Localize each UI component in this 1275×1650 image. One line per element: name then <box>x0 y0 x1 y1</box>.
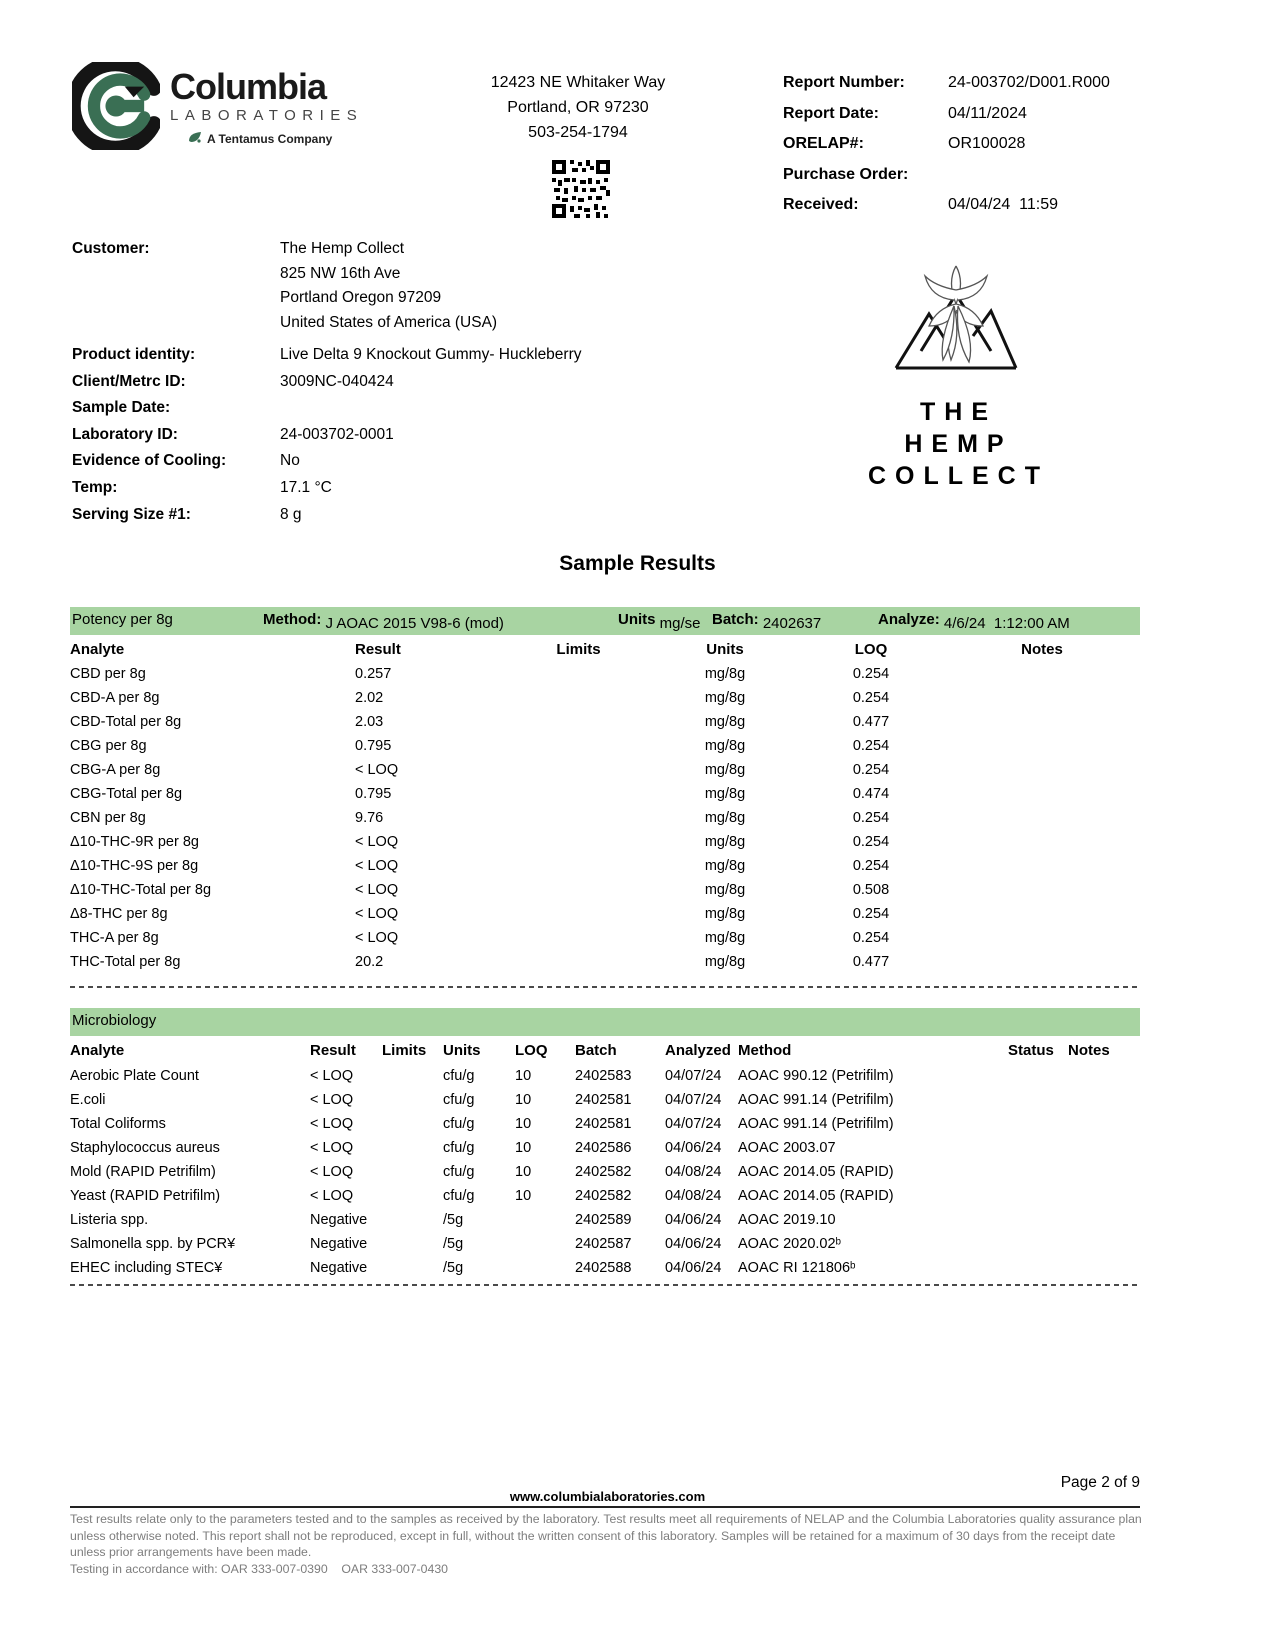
potency-notes <box>944 902 1140 926</box>
potency-notes <box>944 854 1140 878</box>
micro-loq <box>515 1208 575 1232</box>
potency-section-header <box>70 607 1140 635</box>
micro-limits <box>382 1232 443 1256</box>
potency-notes <box>944 806 1140 830</box>
customer-block <box>72 237 712 528</box>
potency-header-row <box>70 636 1140 662</box>
micro-result: < LOQ <box>310 1188 354 1204</box>
potency-method-value: J AOAC 2015 V98-6 (mod) <box>325 615 504 632</box>
microbiology-row <box>70 1256 1140 1280</box>
potency-limits <box>505 878 652 902</box>
potency-method-label: Method: <box>263 611 322 628</box>
micro-loq: 10 <box>515 1164 532 1180</box>
sample-info-row <box>72 422 712 449</box>
micro-batch: 2402582 <box>575 1164 632 1180</box>
potency-batch-value: 2402637 <box>762 615 822 632</box>
potency-row <box>70 806 1140 830</box>
micro-col-result: Result <box>310 1042 356 1059</box>
potency-row <box>70 902 1140 926</box>
micro-analyte: Listeria spp. <box>70 1212 149 1228</box>
micro-batch: 2402589 <box>575 1212 632 1228</box>
customer-address3: United States of America (USA) <box>280 313 498 331</box>
micro-status <box>1008 1088 1068 1112</box>
potency-col-analyte: Analyte <box>70 640 125 658</box>
potency-loq: 0.254 <box>852 738 890 754</box>
report-info <box>783 68 1143 221</box>
sample-info-label: Product identity: <box>72 346 196 363</box>
potency-analyze-value: 4/6/24 1:12:00 AM <box>943 615 1070 632</box>
micro-notes <box>1068 1064 1140 1088</box>
potency-loq: 0.254 <box>852 762 890 778</box>
potency-units: mg/8g <box>704 882 746 898</box>
potency-units: mg/8g <box>704 762 746 778</box>
report-info-label: Report Number: <box>783 74 905 91</box>
micro-notes <box>1068 1160 1140 1184</box>
micro-result: < LOQ <box>310 1068 354 1084</box>
potency-col-result: Result <box>355 640 401 658</box>
client-logo-line1: THE HEMP <box>904 398 1013 458</box>
customer-name: The Hemp Collect <box>280 240 405 257</box>
lab-subtitle: LABORATORIES <box>170 107 364 124</box>
micro-analyzed: 04/07/24 <box>665 1116 722 1132</box>
report-info-row <box>783 129 1143 160</box>
lab-tagline: A Tentamus Company <box>207 132 333 146</box>
potency-loq: 0.474 <box>852 786 890 802</box>
potency-limits <box>505 662 652 686</box>
potency-result: < LOQ <box>355 882 399 898</box>
microbiology-row <box>70 1208 1140 1232</box>
potency-notes <box>944 830 1140 854</box>
lab-logo <box>72 62 372 155</box>
micro-method: AOAC RI 121806ᵇ <box>738 1260 856 1276</box>
micro-batch: 2402581 <box>575 1116 632 1132</box>
potency-limits <box>505 830 652 854</box>
footer-testing-accordance: Testing in accordance with: OAR 333-007-0390 OAR 333-007-0430 <box>70 1562 449 1576</box>
potency-analyte: CBD per 8g <box>70 666 146 682</box>
potency-loq: 0.254 <box>852 810 890 826</box>
potency-analyte: THC-A per 8g <box>70 930 159 946</box>
potency-col-loq: LOQ <box>854 640 888 658</box>
potency-row <box>70 878 1140 902</box>
potency-analyte: CBD-Total per 8g <box>70 714 182 730</box>
microbiology-row <box>70 1232 1140 1256</box>
microbiology-row <box>70 1064 1140 1088</box>
sample-info-value: 24-003702-0001 <box>280 425 394 443</box>
potency-row <box>70 854 1140 878</box>
micro-limits <box>382 1136 443 1160</box>
micro-notes <box>1068 1184 1140 1208</box>
potency-units: mg/8g <box>704 858 746 874</box>
sample-info-value: 8 g <box>280 505 302 523</box>
potency-batch-label: Batch: <box>712 611 759 628</box>
potency-analyte: Δ10-THC-Total per 8g <box>70 882 212 898</box>
micro-units: cfu/g <box>443 1068 475 1084</box>
potency-result: < LOQ <box>355 906 399 922</box>
micro-status <box>1008 1112 1068 1136</box>
micro-status <box>1008 1256 1068 1280</box>
sample-info-label: Client/Metrc ID: <box>72 372 186 390</box>
potency-result: < LOQ <box>355 930 399 946</box>
micro-method: AOAC 2014.05 (RAPID) <box>738 1164 894 1180</box>
potency-result: 20.2 <box>355 954 384 970</box>
micro-status <box>1008 1208 1068 1232</box>
sample-info-row <box>72 475 712 502</box>
potency-limits <box>505 710 652 734</box>
micro-analyte: Yeast (RAPID Petrifilm) <box>70 1188 221 1204</box>
microbiology-row <box>70 1184 1140 1208</box>
potency-analyte: CBG-A per 8g <box>70 762 161 778</box>
micro-col-batch: Batch <box>575 1042 617 1059</box>
potency-row <box>70 758 1140 782</box>
potency-notes <box>944 662 1140 686</box>
potency-row <box>70 782 1140 806</box>
potency-units: mg/8g <box>704 834 746 850</box>
potency-units: mg/8g <box>704 714 746 730</box>
potency-result: < LOQ <box>355 762 399 778</box>
potency-analyte: Δ10-THC-9R per 8g <box>70 834 199 850</box>
potency-limits <box>505 854 652 878</box>
microbiology-title: Microbiology <box>72 1012 157 1029</box>
sample-info-label: Serving Size #1: <box>72 505 191 523</box>
micro-result: Negative <box>310 1212 368 1228</box>
sample-info-row <box>72 502 712 529</box>
micro-analyte: Staphylococcus aureus <box>70 1140 220 1156</box>
sample-info-value <box>280 395 712 422</box>
potency-analyze-label: Analyze: <box>878 611 940 628</box>
micro-loq: 10 <box>515 1140 532 1156</box>
potency-limits <box>505 734 652 758</box>
micro-result: < LOQ <box>310 1092 354 1108</box>
micro-loq: 10 <box>515 1068 532 1084</box>
potency-notes <box>944 734 1140 758</box>
sample-info-row <box>72 342 712 369</box>
micro-analyte: Aerobic Plate Count <box>70 1068 199 1084</box>
sample-info-label: Temp: <box>72 478 118 496</box>
potency-loq: 0.254 <box>852 858 890 874</box>
potency-loq: 0.508 <box>852 882 890 898</box>
micro-analyzed: 04/07/24 <box>665 1068 722 1084</box>
potency-row <box>70 926 1140 950</box>
potency-col-notes: Notes <box>1021 640 1063 658</box>
micro-batch: 2402587 <box>575 1236 632 1252</box>
potency-analyte: THC-Total per 8g <box>70 954 181 970</box>
micro-analyzed: 04/06/24 <box>665 1140 722 1156</box>
micro-status <box>1008 1160 1068 1184</box>
micro-notes <box>1068 1208 1140 1232</box>
footer-rule <box>70 1506 1140 1508</box>
micro-batch: 2402583 <box>575 1068 632 1084</box>
micro-col-analyzed: Analyzed <box>665 1042 731 1059</box>
micro-method: AOAC 2014.05 (RAPID) <box>738 1188 894 1204</box>
page-number: Page 2 of 9 <box>1060 1474 1140 1491</box>
potency-row <box>70 830 1140 854</box>
report-info-label: Report Date: <box>783 104 880 122</box>
sample-info <box>72 342 712 528</box>
micro-method: AOAC 991.14 (Petrifilm) <box>738 1092 894 1108</box>
micro-limits <box>382 1088 443 1112</box>
micro-analyte: EHEC including STEC¥ <box>70 1260 223 1276</box>
sample-info-label: Evidence of Cooling: <box>72 452 227 470</box>
report-info-row <box>783 99 1143 130</box>
potency-limits <box>505 902 652 926</box>
micro-notes <box>1068 1256 1140 1280</box>
micro-units: cfu/g <box>443 1164 475 1180</box>
report-info-value: 04/04/24 11:59 <box>948 196 1059 213</box>
micro-result: < LOQ <box>310 1116 354 1132</box>
potency-loq: 0.254 <box>852 666 890 682</box>
lab-address <box>430 70 726 145</box>
potency-loq: 0.477 <box>852 954 890 970</box>
hemp-collect-logo-icon <box>858 256 1053 396</box>
micro-analyzed: 04/06/24 <box>665 1212 722 1228</box>
microbiology-table <box>70 1037 1140 1280</box>
micro-notes <box>1068 1136 1140 1160</box>
customer-label: Customer: <box>72 240 150 257</box>
micro-units: /5g <box>443 1212 464 1228</box>
micro-loq <box>515 1232 575 1256</box>
micro-analyte: Total Coliforms <box>70 1116 166 1132</box>
micro-analyte: Mold (RAPID Petrifilm) <box>70 1164 216 1180</box>
potency-analyte: CBG-Total per 8g <box>70 786 183 802</box>
section-divider <box>70 1284 1140 1286</box>
micro-col-status: Status <box>1008 1042 1054 1059</box>
microbiology-row <box>70 1136 1140 1160</box>
sample-info-row <box>72 369 712 396</box>
potency-result: 2.02 <box>355 690 384 706</box>
sample-info-row <box>72 395 712 422</box>
micro-method: AOAC 2020.02ᵇ <box>738 1236 842 1252</box>
potency-units: mg/8g <box>704 954 746 970</box>
lab-address-line3: 503-254-1794 <box>528 124 628 141</box>
micro-units: cfu/g <box>443 1116 475 1132</box>
potency-notes <box>944 686 1140 710</box>
potency-result: 0.257 <box>355 666 392 682</box>
report-info-value: 04/11/2024 <box>948 104 1027 122</box>
section-title: Sample Results <box>559 552 716 575</box>
micro-method: AOAC 2019.10 <box>738 1212 836 1228</box>
report-info-value: 24-003702/D001.R000 <box>948 74 1110 91</box>
potency-col-units: Units <box>706 640 744 658</box>
micro-units: cfu/g <box>443 1188 475 1204</box>
customer-address2: Portland Oregon 97209 <box>280 289 442 306</box>
micro-col-method: Method <box>738 1042 792 1059</box>
microbiology-row <box>70 1112 1140 1136</box>
micro-batch: 2402582 <box>575 1188 632 1204</box>
client-logo-line2: COLLECT <box>867 462 1050 490</box>
microbiology-header-row <box>70 1037 1140 1064</box>
micro-limits <box>382 1208 443 1232</box>
micro-status <box>1008 1232 1068 1256</box>
potency-loq: 0.477 <box>852 714 890 730</box>
micro-notes <box>1068 1088 1140 1112</box>
potency-loq: 0.254 <box>852 834 890 850</box>
section-divider <box>70 986 1140 988</box>
footer-disclaimer: Test results relate only to the parameters tested and to the samples as received by the laboratory. Test results meet all requirements of NELAP and the Columbia Laboratories quality assurance plan unless otherwise noted. This report shall not be reproduced, except in full, without the written consent of this laboratory. Samples will be retained for a maximum of 30 days from the receipt date unless prior arrangements have been made. <box>70 1512 1142 1559</box>
potency-row <box>70 734 1140 758</box>
micro-result: Negative <box>310 1236 368 1252</box>
potency-row <box>70 710 1140 734</box>
micro-units: cfu/g <box>443 1140 475 1156</box>
micro-method: AOAC 990.12 (Petrifilm) <box>738 1068 894 1084</box>
micro-analyzed: 04/08/24 <box>665 1188 722 1204</box>
sample-info-label: Sample Date: <box>72 399 171 417</box>
micro-batch: 2402588 <box>575 1260 632 1276</box>
micro-col-analyte: Analyte <box>70 1042 125 1059</box>
report-info-value <box>948 160 1143 191</box>
micro-status <box>1008 1064 1068 1088</box>
microbiology-row <box>70 1088 1140 1112</box>
potency-loq: 0.254 <box>852 930 890 946</box>
potency-units-label: Units <box>618 611 656 628</box>
micro-batch: 2402581 <box>575 1092 632 1108</box>
report-info-label: Purchase Order: <box>783 165 909 183</box>
potency-limits <box>505 686 652 710</box>
potency-units-value: mg/se <box>659 615 701 632</box>
micro-result: < LOQ <box>310 1140 354 1156</box>
potency-title: Potency per 8g <box>72 611 173 628</box>
potency-col-limits: Limits <box>556 640 601 658</box>
potency-result: 2.03 <box>355 714 384 730</box>
potency-result: 0.795 <box>355 738 392 754</box>
potency-loq: 0.254 <box>852 690 890 706</box>
client-logo <box>858 256 1053 492</box>
report-info-label: Received: <box>783 196 859 213</box>
potency-units: mg/8g <box>704 906 746 922</box>
micro-analyte: E.coli <box>70 1092 106 1108</box>
micro-method: AOAC 2003.07 <box>738 1140 836 1156</box>
potency-analyte: CBD-A per 8g <box>70 690 160 706</box>
potency-notes <box>944 758 1140 782</box>
potency-limits <box>505 926 652 950</box>
micro-notes <box>1068 1112 1140 1136</box>
potency-analyte: Δ10-THC-9S per 8g <box>70 858 199 874</box>
sample-info-value: No <box>280 452 300 470</box>
lab-name: Columbia <box>170 66 327 107</box>
micro-method: AOAC 991.14 (Petrifilm) <box>738 1116 894 1132</box>
potency-notes <box>944 710 1140 734</box>
potency-units: mg/8g <box>704 786 746 802</box>
potency-table <box>70 636 1140 974</box>
micro-loq: 10 <box>515 1188 532 1204</box>
potency-notes <box>944 782 1140 806</box>
microbiology-section-header <box>70 1008 1140 1036</box>
micro-result: < LOQ <box>310 1164 354 1180</box>
microbiology-row <box>70 1160 1140 1184</box>
report-info-value: OR100028 <box>948 135 1026 152</box>
customer-address1: 825 NW 16th Ave <box>280 264 401 282</box>
potency-notes <box>944 878 1140 902</box>
micro-col-units: Units <box>443 1042 481 1059</box>
potency-analyte: CBG per 8g <box>70 738 147 754</box>
micro-loq: 10 <box>515 1116 532 1132</box>
micro-loq: 10 <box>515 1092 532 1108</box>
sample-info-value: Live Delta 9 Knockout Gummy- Huckleberry <box>280 346 582 363</box>
micro-limits <box>382 1064 443 1088</box>
sample-info-value: 3009NC-040424 <box>280 372 394 390</box>
potency-loq: 0.254 <box>852 906 890 922</box>
micro-limits <box>382 1112 443 1136</box>
micro-analyzed: 04/06/24 <box>665 1236 722 1252</box>
micro-status <box>1008 1136 1068 1160</box>
potency-result: < LOQ <box>355 834 399 850</box>
customer-address <box>280 237 712 335</box>
micro-units: cfu/g <box>443 1092 475 1108</box>
micro-batch: 2402586 <box>575 1140 632 1156</box>
potency-analyte: Δ8-THC per 8g <box>70 906 168 922</box>
potency-limits <box>505 806 652 830</box>
potency-result: < LOQ <box>355 858 399 874</box>
sample-info-value: 17.1 °C <box>280 478 332 496</box>
potency-units: mg/8g <box>704 690 746 706</box>
sample-info-row <box>72 448 712 475</box>
potency-row <box>70 662 1140 686</box>
report-info-row <box>783 190 1143 221</box>
report-info-label: ORELAP#: <box>783 135 864 152</box>
micro-limits <box>382 1160 443 1184</box>
columbia-logo-icon <box>72 62 160 155</box>
potency-result: 9.76 <box>355 810 384 826</box>
micro-notes <box>1068 1232 1140 1256</box>
tentamus-leaf-icon <box>188 130 202 148</box>
lab-address-line2: Portland, OR 97230 <box>507 99 649 116</box>
micro-analyzed: 04/08/24 <box>665 1164 722 1180</box>
micro-col-notes: Notes <box>1068 1042 1110 1059</box>
micro-col-limits: Limits <box>382 1042 427 1059</box>
potency-row <box>70 950 1140 974</box>
qr-code <box>552 160 610 218</box>
sample-info-label: Laboratory ID: <box>72 425 178 443</box>
micro-analyzed: 04/07/24 <box>665 1092 722 1108</box>
website-url: www.columbialaboratories.com <box>509 1489 706 1504</box>
micro-status <box>1008 1184 1068 1208</box>
micro-loq <box>515 1256 575 1280</box>
micro-units: /5g <box>443 1236 464 1252</box>
potency-limits <box>505 782 652 806</box>
micro-result: Negative <box>310 1260 368 1276</box>
micro-limits <box>382 1256 443 1280</box>
report-info-row <box>783 68 1143 99</box>
micro-units: /5g <box>443 1260 464 1276</box>
potency-units: mg/8g <box>704 666 746 682</box>
potency-units: mg/8g <box>704 810 746 826</box>
potency-units: mg/8g <box>704 930 746 946</box>
micro-analyzed: 04/06/24 <box>665 1260 722 1276</box>
potency-row <box>70 686 1140 710</box>
report-info-row <box>783 160 1143 191</box>
micro-limits <box>382 1184 443 1208</box>
potency-notes <box>944 926 1140 950</box>
potency-result: 0.795 <box>355 786 392 802</box>
potency-limits <box>505 758 652 782</box>
potency-units: mg/8g <box>704 738 746 754</box>
micro-col-loq: LOQ <box>515 1042 548 1059</box>
lab-address-line1: 12423 NE Whitaker Way <box>490 74 666 91</box>
potency-analyte: CBN per 8g <box>70 810 146 826</box>
potency-notes <box>944 950 1140 974</box>
potency-limits <box>505 950 652 974</box>
micro-analyte: Salmonella spp. by PCR¥ <box>70 1236 236 1252</box>
